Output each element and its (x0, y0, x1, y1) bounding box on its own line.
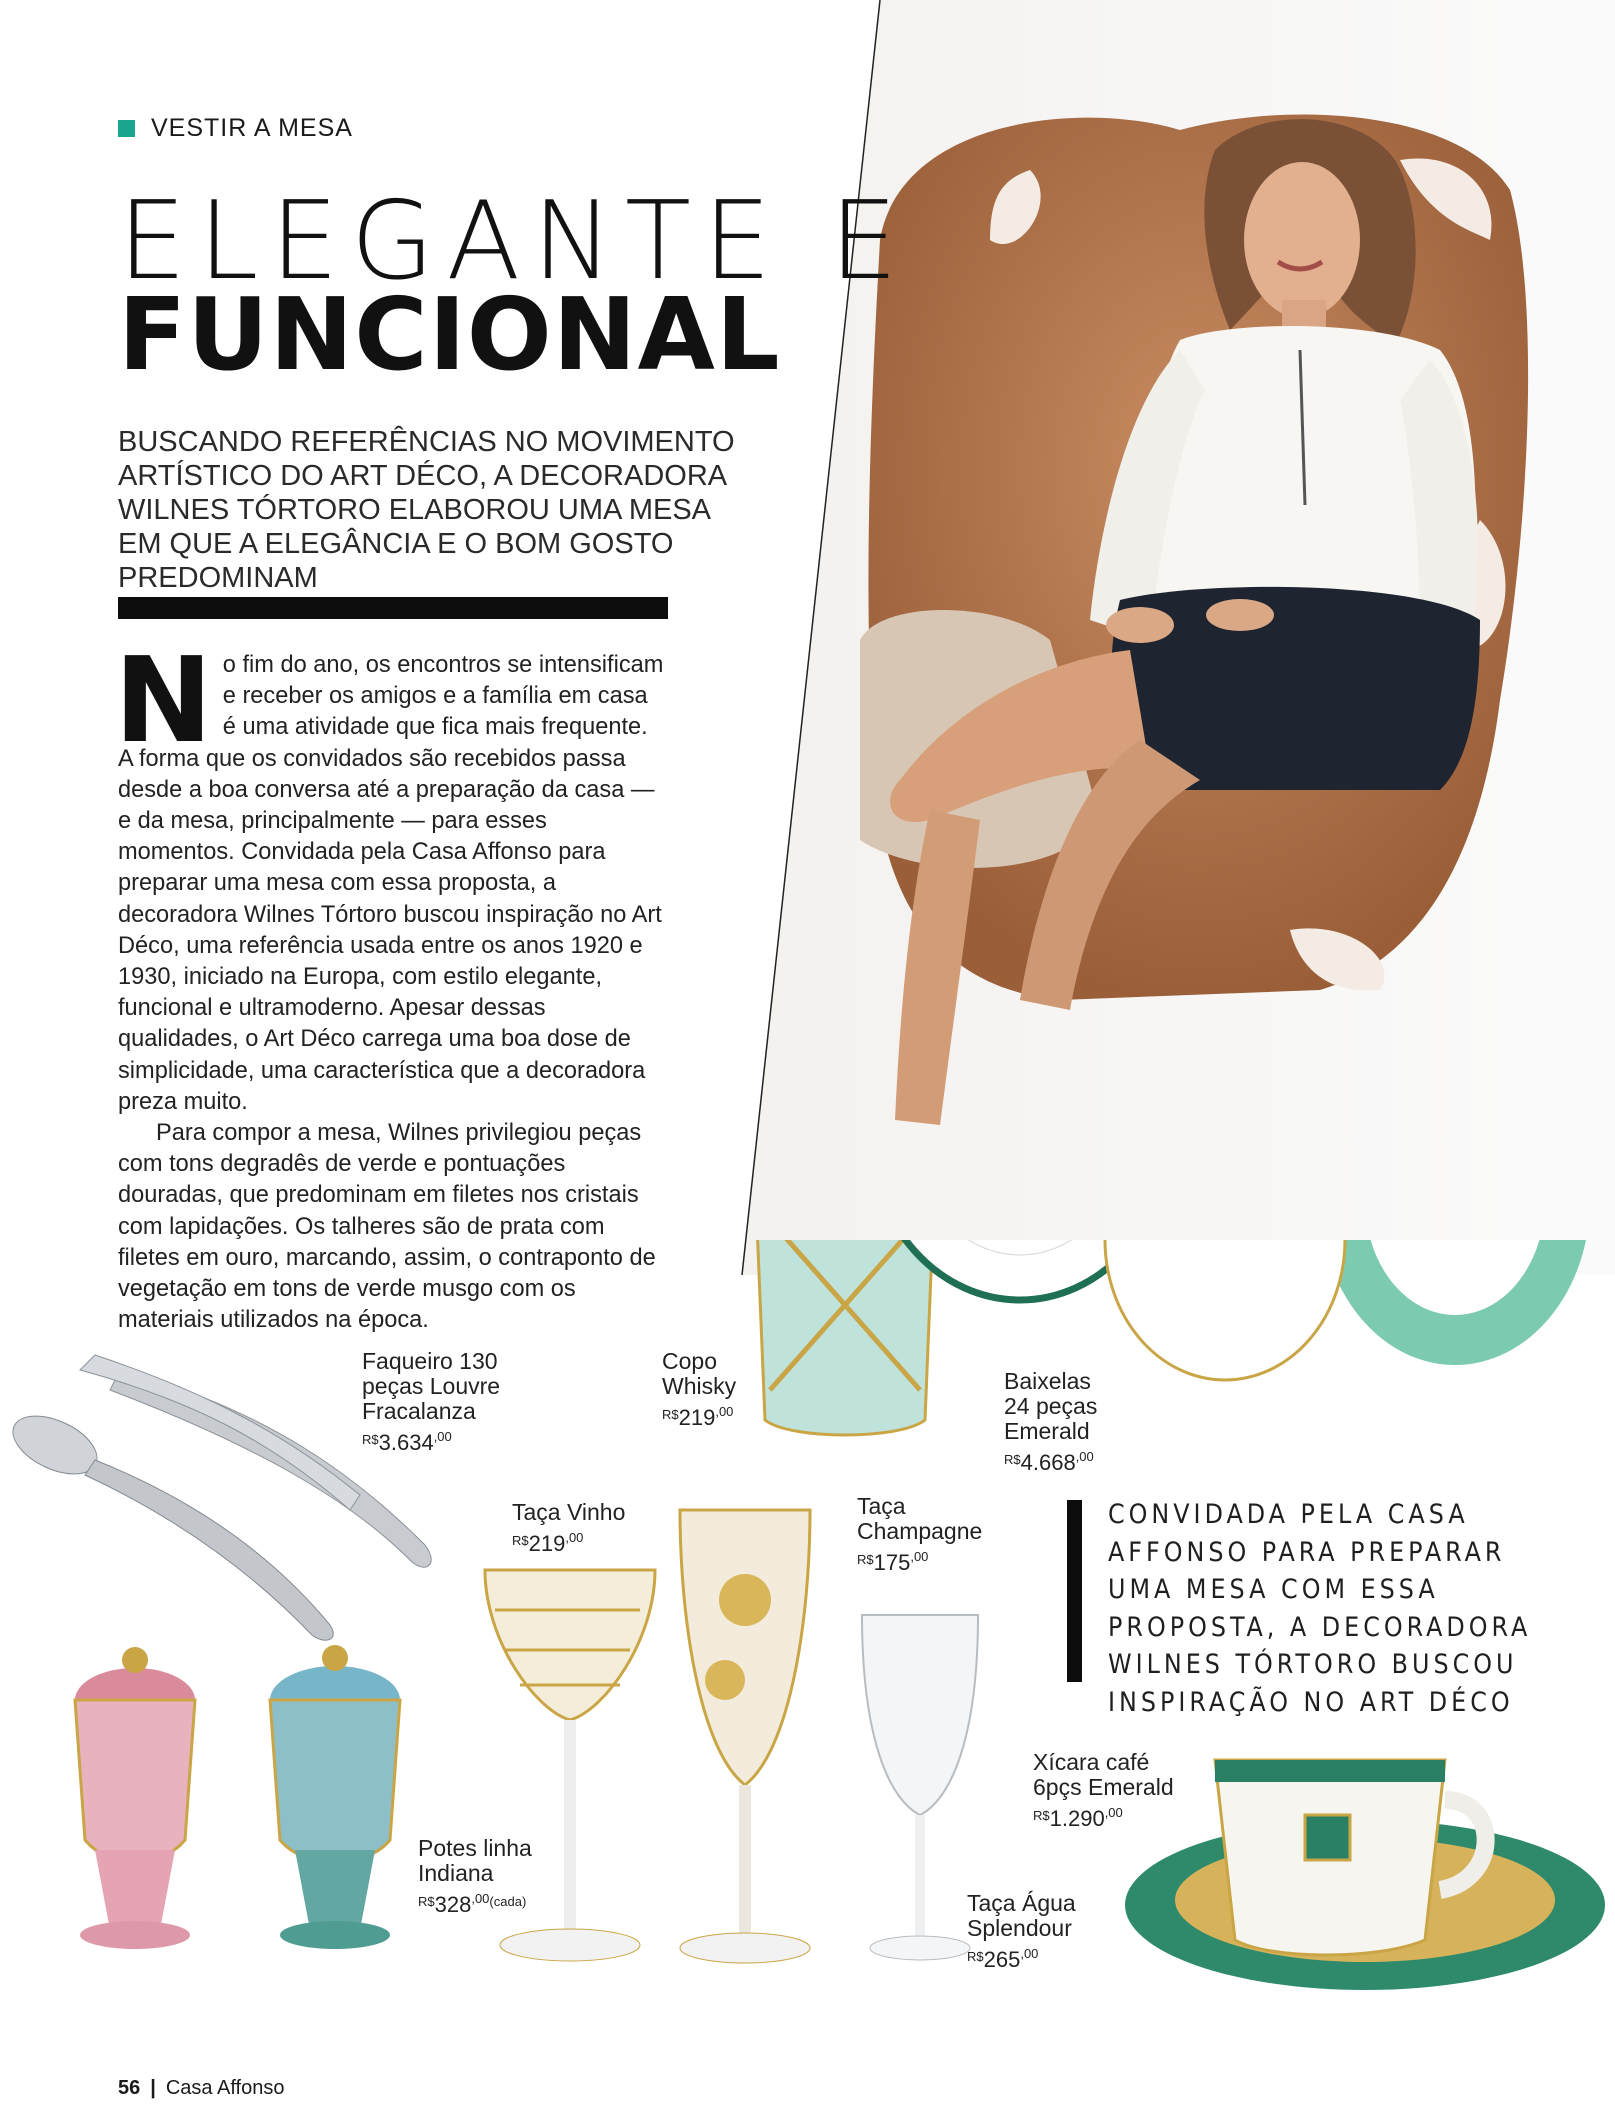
price-cents: ,00 (1020, 1946, 1039, 1961)
whisky-glass-image (755, 1240, 935, 1435)
emerald-plates-image (870, 1240, 1590, 1380)
price-value: 328 (434, 1892, 472, 1917)
product-price (512, 1525, 625, 1556)
price-currency: R$ (512, 1533, 529, 1548)
price-currency: R$ (362, 1432, 379, 1447)
product-name-line: Emerald (1004, 1418, 1090, 1444)
pull-quote: CONVIDADA PELA CASA AFFONSO PARA PREPARAR UMA MESA COM ESSA PROPOSTA, A DECORADORA WILNES TÓRTORO BUSCOU INSPIRAÇÃO NO ART DÉCO (1108, 1499, 1532, 1718)
product-label-copo (662, 1349, 736, 1430)
section-marker-square (118, 120, 135, 137)
price-value: 219 (678, 1405, 716, 1430)
section-tag (118, 114, 353, 143)
product-name-line: Faqueiro 130 (362, 1348, 498, 1374)
product-name-line: 6pçs Emerald (1033, 1774, 1174, 1800)
pull-quote-bar (1067, 1500, 1082, 1682)
price-value: 175 (873, 1550, 911, 1575)
price-cents: ,00 (910, 1549, 929, 1564)
product-name-line: peças Louvre (362, 1373, 501, 1399)
product-name-line: Copo (662, 1348, 717, 1374)
price-currency: R$ (1004, 1452, 1021, 1467)
body-copy (114, 631, 666, 1336)
footer-separator: | (150, 2077, 156, 2099)
product-name-line: Potes linha (418, 1835, 532, 1861)
price-value: 219 (528, 1531, 566, 1556)
product-name-line: Taça (857, 1493, 906, 1519)
price-cents: ,00 (471, 1891, 490, 1906)
price-value: 265 (983, 1947, 1021, 1972)
product-price (362, 1424, 500, 1455)
product-label-taca-champagne (857, 1494, 982, 1575)
product-price (1033, 1800, 1174, 1831)
product-price (418, 1886, 532, 1917)
price-cents: ,00 (1075, 1449, 1094, 1464)
product-label-xicara (1033, 1750, 1174, 1831)
product-label-potes (418, 1836, 532, 1917)
product-label-taca-agua (967, 1891, 1076, 1972)
price-currency: R$ (418, 1894, 435, 1909)
product-label-taca-vinho (512, 1500, 625, 1556)
product-name-line: Whisky (662, 1373, 737, 1399)
coffee-cup-image (1125, 1760, 1605, 1990)
price-currency: R$ (662, 1407, 679, 1422)
title-line-light: ELEGANTE E (118, 179, 910, 304)
page-number: 56 (118, 2077, 141, 2099)
price-cents: ,00 (433, 1429, 452, 1444)
title-line-bold: FUNCIONAL (118, 276, 781, 393)
price-cents: ,00 (565, 1530, 584, 1545)
product-price (857, 1544, 982, 1575)
product-name-line: Taça Vinho (512, 1499, 626, 1525)
price-value: 3.634 (378, 1430, 434, 1455)
product-price (967, 1941, 1076, 1972)
product-name-line: Fracalanza (362, 1398, 476, 1424)
price-currency: R$ (857, 1552, 874, 1567)
product-name-line: Indiana (418, 1860, 494, 1886)
product-name-line: 24 peças (1004, 1393, 1098, 1419)
body-paragraph-2: Para compor a mesa, Wilnes privilegiou peças com tons degradês de verde e pontuações douradas, que predominam em filetes nos cristais com lapidações. Os talheres são de prata com filetes em ouro, marcando, assim, o contraponto de vegetação em tons de verde musgo com os materiais utilizados na época. (118, 1120, 656, 1334)
standfirst: BUSCANDO REFERÊNCIAS NO MOVIMENTO ARTÍSTICO DO ART DÉCO, A DECORADORA WILNES TÓRTORO ELABOROU UMA MESA EM QUE A ELEGÂNCIA E O BOM GOSTO PREDOMINAM (118, 426, 735, 594)
page-footer (118, 2077, 284, 2100)
divider-bar (118, 597, 668, 619)
product-name-line: Taça Água (967, 1890, 1076, 1916)
price-currency: R$ (1033, 1808, 1050, 1823)
product-label-baixelas (1004, 1369, 1097, 1475)
product-name-line: Xícara café (1033, 1749, 1150, 1775)
drop-cap: N (114, 631, 213, 769)
product-price (662, 1399, 736, 1430)
price-currency: R$ (967, 1949, 984, 1964)
price-note: (cada) (489, 1894, 527, 1909)
water-glass-image (862, 1615, 978, 1960)
product-price (1004, 1444, 1097, 1475)
body-paragraph-1 (114, 631, 666, 1118)
product-name-line: Champagne (857, 1518, 983, 1544)
product-label-faqueiro (362, 1349, 500, 1455)
section-tag-label: VESTIR A MESA (151, 114, 353, 142)
product-name-line: Baixelas (1004, 1368, 1091, 1394)
price-value: 1.290 (1049, 1806, 1105, 1831)
price-cents: ,00 (715, 1404, 734, 1419)
indiana-pots-image (75, 1645, 400, 1949)
price-value: 4.668 (1020, 1450, 1076, 1475)
champagne-flute-image (680, 1510, 810, 1963)
product-name-line: Splendour (967, 1915, 1072, 1941)
body-paragraph-1-text: o fim do ano, os encontros se intensificam e receber os amigos e a família em casa é uma atividade que fica mais frequente. A forma que os convidados são recebidos passa desde a boa conversa até a preparação da casa — e da mesa, principalmente — para esses momentos. Convidada pela Casa Affonso para preparar uma mesa com essa proposta, a decoradora Wilnes Tórtoro buscou inspiração no Art Déco, uma referência usada entre os anos 1920 e 1930, iniciado na Europa, com estilo elegante, funcional e ultramoderno. Apesar dessas qualidades, o Art Déco carrega uma boa dose de simplicidade, uma característica que a decoradora preza muito. (118, 652, 664, 1115)
magazine-name: Casa Affonso (165, 2077, 285, 2099)
price-cents: ,00 (1104, 1805, 1123, 1820)
